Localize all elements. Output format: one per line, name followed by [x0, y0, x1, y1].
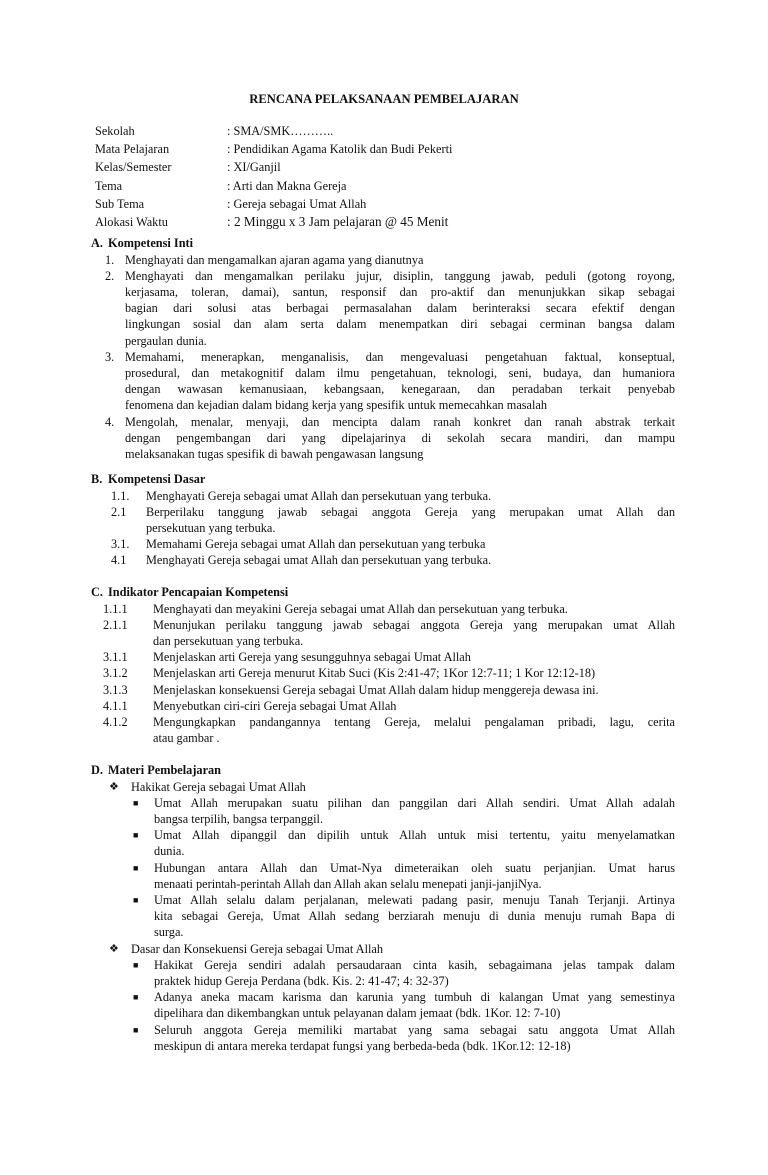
section-materi: [91, 762, 675, 1054]
section-letter: C.: [91, 585, 103, 599]
item-text: [153, 649, 675, 665]
identity-row-alokasi-waktu: [95, 213, 695, 231]
list-item: [91, 268, 675, 349]
text-line: kita sebagai Gereja, Umat Allah sedang berziarah menuju di dunia menuju rumah Bapa di: [154, 909, 675, 924]
text-line: bangsa terpilih, bangsa terpanggil.: [154, 811, 324, 826]
item-number: 4.1: [111, 553, 127, 568]
materi-bullet-text: [154, 795, 675, 827]
item-number: 1.: [105, 252, 115, 267]
identity-label: Kelas/Semester: [95, 160, 172, 175]
list-item: [91, 488, 675, 504]
materi-group: [109, 941, 675, 957]
text-line: dunia.: [154, 844, 185, 859]
list-item: [91, 714, 675, 746]
item-number: 3.1.2: [103, 666, 128, 681]
text-line: Hakikat Gereja sendiri adalah persaudaraan cinta kasih, sebagaimana jelas tampak dalam: [154, 957, 675, 972]
list-item: [91, 682, 675, 698]
identity-value: : SMA/SMK………..: [227, 124, 334, 138]
identity-table: [95, 122, 695, 231]
identity-row-sub-tema: [95, 195, 695, 213]
section-heading: [91, 471, 675, 488]
materi-bullet-item: [131, 892, 675, 941]
list-item: [91, 504, 675, 536]
text-line: Menghayati dan meyakini Gereja sebagai umat Allah dan persekutuan yang terbuka.: [153, 601, 568, 616]
item-text: [146, 552, 675, 568]
text-line: Mengungkapkan pandangannya tentang Gereja, melalui pengalaman pribadi, lagu, cerita: [153, 714, 675, 729]
identity-row-tema: [95, 177, 695, 195]
square-bullet-icon: ■: [133, 992, 139, 1003]
text-line: Adanya aneka macam karisma dan karunia yang tumbuh di kalangan Umat yang semestinya: [154, 990, 675, 1005]
document-title: RENCANA PELAKSANAAN PEMBELAJARAN: [249, 92, 519, 106]
text-line: Menjelaskan arti Gereja yang sesungguhnya sebagai Umat Allah: [153, 650, 471, 665]
text-line: Umat Allah dipanggil dan dipilih untuk Allah untuk misi tertentu, yaitu menyelamatkan: [154, 828, 675, 843]
item-number: 2.1: [111, 504, 127, 519]
text-line: Menghayati Gereja sebagai umat Allah dan persekutuan yang terbuka.: [146, 553, 492, 568]
item-number: 4.: [105, 414, 115, 429]
section-indikator: [91, 584, 675, 746]
materi-bullet-item: [131, 827, 675, 859]
text-line: atau gambar .: [153, 731, 220, 746]
item-text: [125, 349, 675, 414]
item-number: 2.1.1: [103, 617, 128, 632]
list-item: [91, 698, 675, 714]
materi-bullet-item: [131, 1022, 675, 1054]
item-text: [146, 504, 675, 536]
text-line: surga.: [154, 925, 184, 940]
identity-label: Alokasi Waktu: [95, 214, 168, 229]
identity-label: Tema: [95, 178, 123, 193]
square-bullet-icon: ■: [133, 1024, 139, 1035]
item-text: [125, 268, 675, 349]
text-line: Mengolah, menalar, menyaji, dan mencipta dalam ranah konkret dan ranah abstrak terkait: [125, 414, 675, 429]
text-line: pergaulan dunia.: [125, 333, 207, 348]
item-text: [153, 682, 675, 698]
text-line: Memahami, menerapkan, menganalisis, dan mengevaluasi pengetahuan faktual, konseptual,: [125, 349, 675, 364]
identity-row-mata-pelajaran: [95, 140, 695, 158]
text-line: Menghayati dan mengamalkan perilaku jujur, disiplin, tanggung jawab, peduli (gotong royong,: [125, 268, 675, 283]
item-number: 3.1.1: [103, 650, 128, 665]
identity-value: : Arti dan Makna Gereja: [227, 178, 347, 193]
materi-bullet-text: [154, 989, 675, 1021]
identity-value: : Gereja sebagai Umat Allah: [227, 196, 367, 211]
list-item: [91, 601, 675, 617]
item-text: [125, 414, 675, 463]
identity-label: Mata Pelajaran: [95, 142, 170, 157]
text-line: lingkungan sosial dan alam serta dalam menempatkan diri sebagai cerminan bangsa dalam: [125, 317, 675, 332]
square-bullet-icon: ■: [133, 862, 139, 873]
item-number: 4.1.2: [103, 714, 128, 729]
section-letter: D.: [91, 763, 103, 777]
list-item: [91, 665, 675, 681]
materi-bullet-text: [154, 892, 675, 941]
text-line: bagian dari solusi atas berbagai permasalahan dalam berinteraksi secara efektif dengan: [125, 301, 675, 316]
item-number: 1.1.: [111, 488, 130, 503]
text-line: kerjasama, toleran, damai), santun, responsif dan pro-aktif dan menunjukkan sikap sebagai: [125, 284, 675, 299]
item-text: [146, 536, 675, 552]
item-text: [153, 698, 675, 714]
item-text: [125, 252, 675, 268]
materi-bullet-text: [154, 827, 675, 859]
text-line: Menghayati dan mengamalkan ajaran agama yang dianutnya: [125, 252, 424, 267]
item-text: [153, 617, 675, 649]
materi-bullet-item: [131, 860, 675, 892]
square-bullet-icon: ■: [133, 797, 139, 808]
identity-label: Sekolah: [95, 124, 135, 138]
text-line: praktek hidup Gereja Perdana (bdk. Kis. 2: 41-47; 4: 32-37): [154, 973, 449, 988]
text-line: menaati perintah-perintah Allah dan Allah akan selalu menepati janji-janjiNya.: [154, 876, 542, 891]
list-item: [91, 414, 675, 463]
identity-value: : XI/Ganjil: [227, 160, 281, 175]
text-line: persekutuan yang terbuka.: [146, 520, 276, 535]
identity-row-kelas-semester: [95, 158, 695, 176]
identity-row-sekolah: [95, 122, 695, 140]
text-line: Menjelaskan arti Gereja menurut Kitab Suci (Kis 2:41-47; 1Kor 12:7-11; 1 Kor 12:12-18): [153, 666, 596, 681]
section-heading: [91, 762, 675, 779]
section-heading-text: Indikator Pencapaian Kompetensi: [108, 585, 289, 599]
materi-bullet-text: [154, 860, 675, 892]
section-kompetensi-inti: [91, 235, 675, 462]
materi-bullet-text: [154, 1022, 675, 1054]
item-number: 2.: [105, 268, 115, 283]
section-heading-text: Kompetensi Dasar: [108, 472, 206, 486]
text-line: Menunjukan perilaku tanggung jawab sebagai anggota Gereja yang merupakan umat Allah: [153, 617, 675, 632]
item-number: 3.1.3: [103, 682, 128, 697]
section-letter: B.: [91, 472, 103, 486]
text-line: dan persekutuan yang terbuka.: [153, 633, 304, 648]
section-heading: [91, 584, 675, 601]
list-item: [91, 349, 675, 414]
text-line: Menjelaskan konsekuensi Gereja sebagai Umat Allah dalam hidup menggereja dewasa ini.: [153, 682, 599, 697]
list-item: [91, 617, 675, 649]
text-line: dengan pengembangan dari yang dipelajarinya di sekolah secara mandiri, dan mampu: [125, 430, 675, 445]
item-number: 3.1.: [111, 537, 130, 552]
text-line: Umat Allah merupakan suatu pilihan dan panggilan dari Allah sendiri. Umat Allah adalah: [154, 795, 675, 810]
section-heading-text: Materi Pembelajaran: [108, 763, 222, 777]
text-line: prosedural, dan metakognitif dalam ilmu pengetahuan, teknologi, seni, budaya, dan humaniora: [125, 365, 675, 380]
text-line: Berperilaku tanggung jawab sebagai anggota Gereja yang merupakan umat Allah dan: [146, 504, 675, 519]
text-line: dipelihara dan dikembangkan untuk pelayanan dalam jemaat (bdk. 1Kor. 12: 7-10): [154, 1006, 561, 1021]
diamond-bullet-icon: ❖: [109, 942, 119, 955]
item-text: [153, 601, 675, 617]
item-text: [146, 488, 675, 504]
identity-value: : 2 Minggu x 3 Jam pelajaran @ 45 Menit: [227, 213, 449, 229]
diamond-bullet-icon: ❖: [109, 780, 119, 793]
item-text: [153, 714, 675, 746]
text-line: fenomena dan kejadian dalam bidang kerja yang spesifik untuk memecahkan masalah: [125, 398, 548, 413]
identity-value: : Pendidikan Agama Katolik dan Budi Pekerti: [227, 142, 453, 157]
text-line: meskipun di antara mereka terdapat fungsi yang berbeda-beda (bdk. 1Kor.12: 12-18): [154, 1038, 571, 1053]
square-bullet-icon: ■: [133, 894, 139, 905]
list-item: [91, 252, 675, 268]
materi-group-title: Hakikat Gereja sebagai Umat Allah: [131, 779, 306, 794]
text-line: Umat Allah selalu dalam perjalanan, melewati padang pasir, menuju Tanah Terjanji. Artinya: [154, 892, 675, 907]
materi-bullet-item: [131, 795, 675, 827]
square-bullet-icon: ■: [133, 830, 139, 841]
materi-bullet-text: [154, 957, 675, 989]
list-item: [91, 552, 675, 568]
section-heading: [91, 235, 675, 252]
materi-bullet-item: [131, 989, 675, 1021]
item-number: 3.: [105, 349, 115, 364]
text-line: dengan wawasan kemanusiaan, kebangsaan, kenegaraan, dan peradaban terkait penyebab: [125, 382, 675, 397]
text-line: Menghayati Gereja sebagai umat Allah dan persekutuan yang terbuka.: [146, 488, 492, 503]
section-heading-text: Kompetensi Inti: [108, 236, 194, 250]
section-kompetensi-dasar: [91, 471, 675, 569]
materi-bullet-item: [131, 957, 675, 989]
item-number: 1.1.1: [103, 601, 128, 616]
text-line: melaksanakan tugas spesifik di bawah pengawasan langsung: [125, 446, 424, 461]
materi-group-title: Dasar dan Konsekuensi Gereja sebagai Umat Allah: [131, 941, 384, 956]
text-line: Memahami Gereja sebagai umat Allah dan persekutuan yang terbuka: [146, 537, 486, 552]
list-item: [91, 649, 675, 665]
section-letter: A.: [91, 236, 103, 250]
text-line: Menyebutkan ciri-ciri Gereja sebagai Umat Allah: [153, 698, 397, 713]
square-bullet-icon: ■: [133, 959, 139, 970]
text-line: Seluruh anggota Gereja memiliki martabat yang sama sebagai satu anggota Umat Allah: [154, 1022, 675, 1037]
list-item: [91, 536, 675, 552]
item-number: 4.1.1: [103, 698, 128, 713]
materi-group: [109, 779, 675, 795]
item-text: [153, 665, 675, 681]
identity-label: Sub Tema: [95, 196, 145, 211]
text-line: Hubungan antara Allah dan Umat-Nya dimeteraikan oleh suatu perjanjian. Umat harus: [154, 860, 675, 875]
